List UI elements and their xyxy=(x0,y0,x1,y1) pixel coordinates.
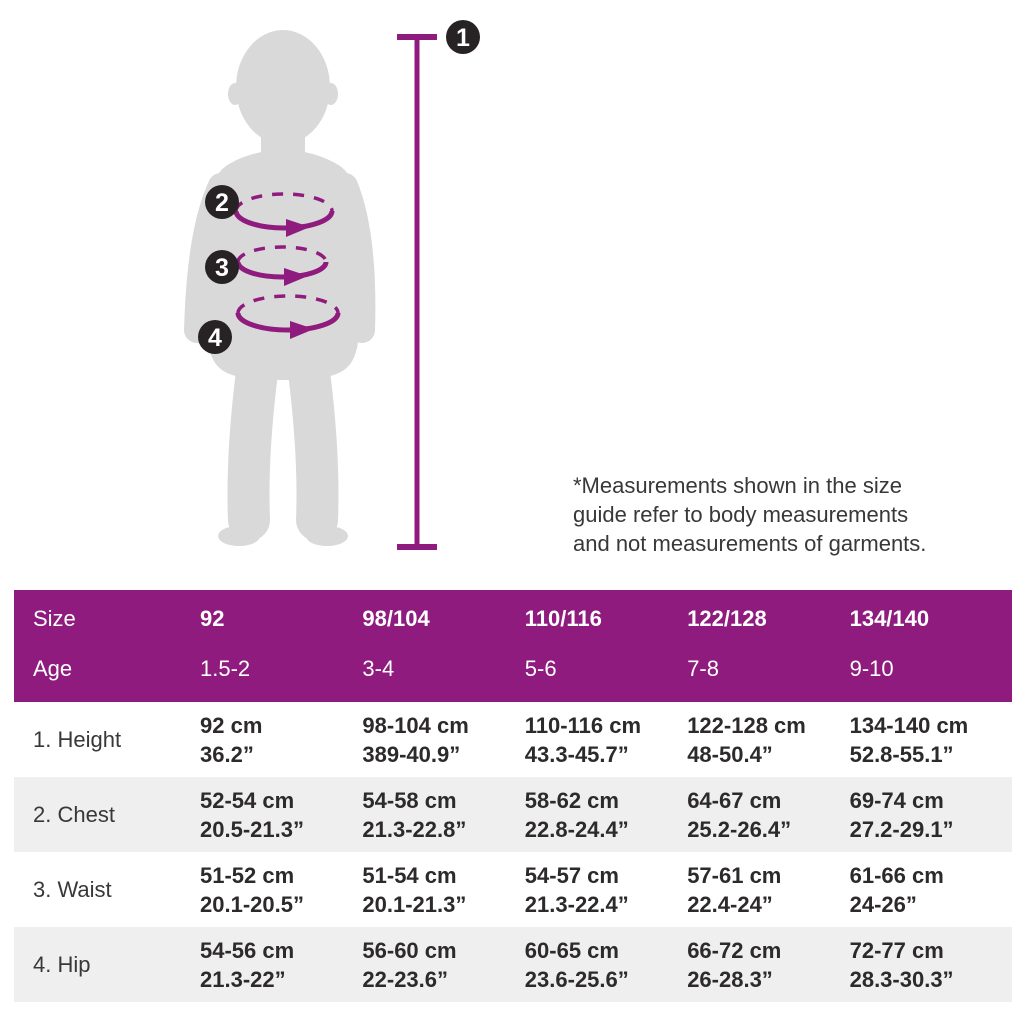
badge-4-number: 4 xyxy=(208,324,222,352)
size-value: 92 xyxy=(200,606,225,631)
inch-value: 20.1-21.3” xyxy=(362,891,467,917)
table-header xyxy=(14,590,1012,702)
badge-1-number: 1 xyxy=(456,24,470,52)
inch-value: 48-50.4” xyxy=(687,741,773,767)
row-label: 3. Waist xyxy=(33,876,112,902)
inch-value: 24-26” xyxy=(849,891,917,917)
age-value: 7-8 xyxy=(687,656,719,681)
measurement-cell xyxy=(850,861,1012,919)
cm-value: 64-67 cm xyxy=(687,787,782,813)
measurement-cell xyxy=(525,936,687,994)
badge-2-number: 2 xyxy=(215,189,229,217)
inch-value: 28.3-30.3” xyxy=(849,966,954,992)
inch-value: 20.1-20.5” xyxy=(200,891,304,917)
age-value: 5-6 xyxy=(524,656,557,681)
cm-value: 61-66 cm xyxy=(849,862,944,888)
table-row-chest xyxy=(14,777,1012,852)
measurement-cell xyxy=(362,786,524,844)
measurement-cell xyxy=(525,711,687,769)
cm-value: 92 cm xyxy=(200,712,263,738)
table-row-waist xyxy=(14,852,1012,927)
measurements-disclaimer-note: *Measurements shown in the size guide refer to body measurements and not measurements of garments. xyxy=(573,473,927,556)
age-row-label: Age xyxy=(33,656,73,681)
inch-value: 21.3-22.4” xyxy=(524,891,629,917)
cm-value: 57-61 cm xyxy=(687,862,782,888)
age-value: 9-10 xyxy=(849,656,894,681)
inch-value: 25.2-26.4” xyxy=(687,816,792,842)
measurement-cell xyxy=(525,786,687,844)
table-row-hip xyxy=(14,927,1012,1002)
cm-value: 69-74 cm xyxy=(849,787,944,813)
row-label: 1. Height xyxy=(33,726,122,752)
size-guide-table xyxy=(14,590,1012,1002)
row-label: 2. Chest xyxy=(33,801,115,827)
cm-value: 54-56 cm xyxy=(200,937,295,963)
cm-value: 52-54 cm xyxy=(200,787,295,813)
badge-3-number: 3 xyxy=(215,254,229,282)
inch-value: 389-40.9” xyxy=(362,741,461,767)
child-silhouette-figure xyxy=(197,30,362,546)
size-header-row xyxy=(14,594,1012,644)
measurement-cell xyxy=(687,936,849,994)
inch-value: 26-28.3” xyxy=(687,966,773,992)
size-value: 110/116 xyxy=(524,606,602,631)
cm-value: 56-60 cm xyxy=(362,937,457,963)
row-label: 4. Hip xyxy=(33,951,91,977)
inch-value: 20.5-21.3” xyxy=(200,816,304,842)
table-row-height xyxy=(14,702,1012,777)
measurement-cell xyxy=(200,861,362,919)
measurement-cell xyxy=(687,861,849,919)
measurement-cell xyxy=(362,861,524,919)
inch-value: 52.8-55.1” xyxy=(849,741,954,767)
inch-value: 36.2” xyxy=(200,741,254,767)
measurement-cell xyxy=(850,786,1012,844)
height-measure-line xyxy=(397,37,437,547)
table-body xyxy=(14,702,1012,1002)
cm-value: 110-116 cm xyxy=(524,712,642,738)
inch-value: 22.4-24” xyxy=(687,891,773,917)
measurement-cell xyxy=(200,711,362,769)
measurement-cell xyxy=(687,711,849,769)
measurement-cell xyxy=(200,786,362,844)
cm-value: 72-77 cm xyxy=(849,937,944,963)
inch-value: 27.2-29.1” xyxy=(849,816,954,842)
inch-value: 22.8-24.4” xyxy=(524,816,629,842)
cm-value: 134-140 cm xyxy=(849,712,969,738)
inch-value: 23.6-25.6” xyxy=(524,966,629,992)
cm-value: 98-104 cm xyxy=(362,712,469,738)
inch-value: 22-23.6” xyxy=(362,966,449,992)
measurement-cell xyxy=(525,861,687,919)
inch-value: 43.3-45.7” xyxy=(524,741,629,767)
measurement-cell xyxy=(850,936,1012,994)
size-value: 122/128 xyxy=(687,606,767,631)
inch-value: 21.3-22.8” xyxy=(362,816,467,842)
cm-value: 54-58 cm xyxy=(362,787,457,813)
measurement-cell xyxy=(200,936,362,994)
measurement-cell xyxy=(362,936,524,994)
inch-value: 21.3-22” xyxy=(200,966,286,992)
cm-value: 54-57 cm xyxy=(524,862,619,888)
cm-value: 51-54 cm xyxy=(362,862,457,888)
cm-value: 51-52 cm xyxy=(200,862,295,888)
size-value: 98/104 xyxy=(362,606,430,631)
age-value: 1.5-2 xyxy=(200,656,251,681)
measurement-cell xyxy=(687,786,849,844)
cm-value: 122-128 cm xyxy=(687,712,806,738)
age-value: 3-4 xyxy=(362,656,395,681)
size-row-label: Size xyxy=(33,606,76,631)
cm-value: 60-65 cm xyxy=(524,937,619,963)
measurement-cell xyxy=(850,711,1012,769)
age-header-row xyxy=(14,644,1012,694)
size-value: 134/140 xyxy=(849,606,930,631)
measurement-cell xyxy=(362,711,524,769)
cm-value: 66-72 cm xyxy=(687,937,782,963)
cm-value: 58-62 cm xyxy=(524,787,619,813)
